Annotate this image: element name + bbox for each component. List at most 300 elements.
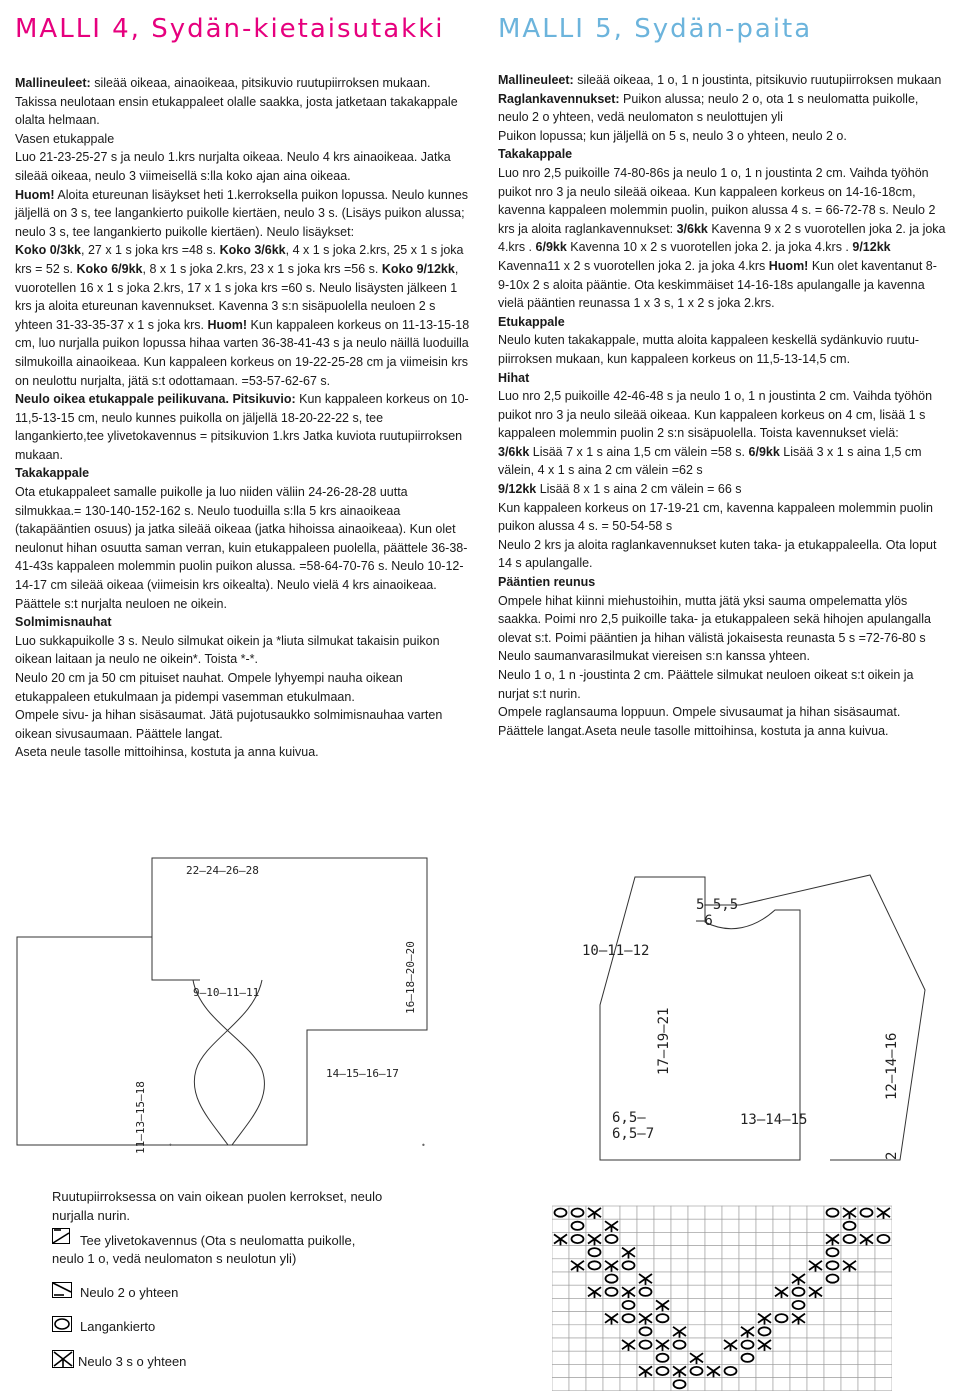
heading-takakappale xyxy=(15,464,475,483)
chart-cell xyxy=(875,1272,892,1285)
chart-cell xyxy=(569,1364,586,1377)
chart-cell xyxy=(841,1364,858,1377)
chart-cell xyxy=(875,1351,892,1364)
chart-cell xyxy=(875,1312,892,1325)
chart-cell xyxy=(552,1246,569,1259)
chart-cell xyxy=(790,1378,807,1391)
chart-cell xyxy=(620,1206,637,1219)
paragraph: Takissa neulotaan ensin etukappaleet olalle saakka, josta jatketaan takakappale olalta helmaan. xyxy=(15,94,458,128)
chart-cell xyxy=(722,1378,739,1391)
paragraph: Luo sukkapuikolle 3 s. Neulo silmukat oikein ja *liuta silmukat takaisin puikon oikean laitaan ja neulo ne oikein*. Toista *-*. xyxy=(15,633,440,667)
chart-cell xyxy=(875,1219,892,1232)
label: Huom! xyxy=(207,317,248,332)
paragraph: Neulo 1 o, 1 n -joustinta 2 cm. Päättele silmukat neuloen oikeat s:t oikein ja nurjat s:t nurin. xyxy=(498,668,914,701)
chart-cell xyxy=(773,1364,790,1377)
chart-cell xyxy=(790,1219,807,1232)
chart-cell xyxy=(603,1298,620,1311)
chart-cell xyxy=(773,1232,790,1245)
chart-cell xyxy=(569,1272,586,1285)
chart-cell xyxy=(654,1285,671,1298)
label: Takakappale xyxy=(15,466,90,481)
label: Raglankavennukset: xyxy=(498,91,620,106)
chart-cell xyxy=(824,1351,841,1364)
chart-cell xyxy=(722,1206,739,1219)
dim-inner: 9–10–11–11 xyxy=(193,986,260,999)
label: 6/9kk xyxy=(535,240,567,255)
dim-body-top: 10–11–12 xyxy=(582,943,650,959)
chart-cell xyxy=(722,1246,739,1259)
chart-cell xyxy=(790,1364,807,1377)
label: Pääntien reunus xyxy=(498,575,596,590)
dim-sleeve-top-2: –6 xyxy=(696,913,713,929)
label: Etukappale xyxy=(498,314,565,329)
chart-cell xyxy=(688,1246,705,1259)
chart-cell xyxy=(586,1272,603,1285)
chart-cell xyxy=(722,1232,739,1245)
chart-cell xyxy=(739,1378,756,1391)
chart-cell xyxy=(603,1364,620,1377)
chart-cell xyxy=(671,1232,688,1245)
chart-cell xyxy=(807,1364,824,1377)
text: Kavenna 9 x 2 s vuorotellen joka 2. ja joka 4.krs . xyxy=(498,221,946,255)
chart-cell xyxy=(654,1259,671,1272)
chart-cell xyxy=(552,1285,569,1298)
chart-cell xyxy=(603,1378,620,1391)
chart-cell xyxy=(841,1338,858,1351)
chart-cell xyxy=(773,1219,790,1232)
dim-bottom-left-1: 6,5– xyxy=(612,1110,646,1126)
chart-cell xyxy=(756,1272,773,1285)
chart-cell xyxy=(671,1246,688,1259)
chart-cell xyxy=(705,1378,722,1391)
dot: • xyxy=(168,1141,173,1150)
paragraph xyxy=(498,90,948,127)
paragraph xyxy=(498,480,948,499)
label: Mallineuleet: xyxy=(15,76,91,90)
chart-cell xyxy=(824,1312,841,1325)
text: , 4 x 1 s joka 2.krs, 25 x 1 s joka krs = 52 s. xyxy=(15,243,464,276)
paragraph xyxy=(498,443,948,480)
label: Mallineuleet: xyxy=(498,73,574,87)
paragraph: Aseta neule tasolle mittoihinsa, kostuta ja anna kuivua. xyxy=(15,745,319,760)
chart-cell xyxy=(858,1285,875,1298)
chart-cell xyxy=(586,1298,603,1311)
chart-cell xyxy=(637,1246,654,1259)
chart-cell xyxy=(671,1298,688,1311)
chart-cell xyxy=(739,1298,756,1311)
paragraph xyxy=(15,74,475,93)
chart-cell xyxy=(637,1259,654,1272)
chart-cell xyxy=(807,1219,824,1232)
chart-cell xyxy=(756,1219,773,1232)
chart-cell xyxy=(841,1325,858,1338)
chart-cell xyxy=(858,1364,875,1377)
chart-cell xyxy=(756,1351,773,1364)
sleeve-outline xyxy=(705,875,925,1160)
paragraph xyxy=(15,186,475,242)
chart-cell xyxy=(552,1338,569,1351)
dim-sleeve-top: 5–5,5 xyxy=(696,897,739,913)
chart-cell xyxy=(620,1325,637,1338)
chart-cell xyxy=(756,1285,773,1298)
chart-cell xyxy=(824,1378,841,1391)
legend-text: Tee ylivetokavennus (Ota s neulomatta puikolle, xyxy=(80,1233,356,1248)
paragraph xyxy=(15,390,475,464)
chart-cell xyxy=(807,1325,824,1338)
chart-cell xyxy=(688,1219,705,1232)
chart-cell xyxy=(858,1272,875,1285)
chart-cell xyxy=(654,1219,671,1232)
chart-cell xyxy=(722,1285,739,1298)
chart-cell xyxy=(586,1219,603,1232)
chart-cell xyxy=(552,1378,569,1391)
chart-cell xyxy=(569,1325,586,1338)
chart-cell xyxy=(824,1364,841,1377)
chart-cell xyxy=(722,1259,739,1272)
malli5-instructions xyxy=(498,71,948,740)
text: Kun kappaleen korkeus on 10-11,5-13-15 cm, neulo kunnes puikolla on jäljellä 18-20-22-22 s, tee langankierto,tee ylivetokavennus = pitsikuvion 1.krs Jatka kuviota ruutupiirroksen mukaan. xyxy=(15,392,469,462)
chart-cell xyxy=(569,1298,586,1311)
chart-cell xyxy=(705,1246,722,1259)
dim-bottom-left-2: 6,5–7 xyxy=(612,1126,655,1142)
chart-cell xyxy=(858,1325,875,1338)
chart-cell xyxy=(722,1298,739,1311)
chart-cell xyxy=(671,1219,688,1232)
chart-cell xyxy=(824,1325,841,1338)
chart-cell xyxy=(807,1378,824,1391)
chart-cell xyxy=(688,1298,705,1311)
chart-cell xyxy=(671,1272,688,1285)
paragraph: Neulo kuten takakappale, mutta aloita kappaleen keskellä sydänkuvio ruutu-piirroksen mukaan, kun kappaleen korkeus on 11,5-13-14,5 cm. xyxy=(498,333,920,366)
chart-cell xyxy=(688,1272,705,1285)
chart-cell xyxy=(756,1298,773,1311)
chart-cell xyxy=(637,1232,654,1245)
legend-text: neulo 1 o, vedä neulomaton s neulotun yli) xyxy=(52,1251,297,1266)
chart-cell xyxy=(705,1338,722,1351)
neckline xyxy=(152,937,200,980)
paragraph: Neulo 2 krs ja aloita raglankavennukset kuten taka- ja etukappaleella. Ota loput 14 s apulangalle. xyxy=(498,537,937,571)
chart-cell xyxy=(858,1259,875,1272)
label: Huom! xyxy=(768,258,809,273)
legend-item-2: Neulo 2 o yhteen xyxy=(80,1285,179,1300)
dim-body-bottom: 13–14–15 xyxy=(740,1112,808,1128)
chart-cell xyxy=(603,1246,620,1259)
chart-cell xyxy=(875,1246,892,1259)
chart-cell xyxy=(739,1364,756,1377)
yarn-over-icon xyxy=(52,1316,72,1332)
chart-cell xyxy=(841,1351,858,1364)
chart-cell xyxy=(739,1206,756,1219)
chart-cell xyxy=(790,1246,807,1259)
chart-cell xyxy=(705,1298,722,1311)
chart-cell xyxy=(586,1378,603,1391)
jacket-outline xyxy=(17,858,427,1145)
chart-cell xyxy=(858,1351,875,1364)
chart-cell xyxy=(654,1246,671,1259)
paragraph: Luo nro 2,5 puikoille 42-46-48 s ja neulo 1 o, 1 n joustinta 2 cm. Vaihda työhön puikot nro 3 ja neulo sileää oikeaa. Kun kappaleen korkeus on 4 cm, lisää 1 s kappaleen molemmin puolin 2 s:n sisäpuolella. Toista kavennukset vielä: xyxy=(498,389,933,441)
chart-cell xyxy=(739,1312,756,1325)
chart-cell xyxy=(773,1298,790,1311)
chart-cell xyxy=(586,1364,603,1377)
chart-cell xyxy=(705,1325,722,1338)
chart-cell xyxy=(722,1272,739,1285)
chart-cell xyxy=(858,1246,875,1259)
text: sileää oikeaa, 1 o, 1 n joustinta, pitsikuvio ruutupiirroksen mukaan xyxy=(573,73,942,87)
chart-cell xyxy=(586,1312,603,1325)
chart-cell xyxy=(790,1259,807,1272)
chart-cell xyxy=(756,1259,773,1272)
legend-item-1 xyxy=(52,1232,355,1268)
text: , 8 x 1 s joka 2.krs, 23 x 1 s joka krs =56 s. xyxy=(142,261,382,276)
chart-cell xyxy=(552,1351,569,1364)
text: Luo nro 2,5 puikoille 74-80-86s ja neulo 1 o, 1 n joustinta 2 cm. Vaihda työhön puikot nro 3 ja neulo sileää oikeaa. Kun kappaleen korkeus on 14-16-18cm, kavenna kappaleen molemmin puolin, puikon alussa 4 s. = 66-72-78 s. Neulo 2 krs ja aloita raglankavennukset: xyxy=(498,165,936,236)
paragraph: Ompele hihat kiinni miehustoihin, mutta jätä yksi sauma ompelematta ylös saakka. Poimi nro 2,5 puikoille taka- ja etukappaleen sekä hihojen apulangalla olevat s:t. Poimi pääntien ja hihan välistä jokaisesta reunasta 5 s =72-76-80 s xyxy=(498,593,931,645)
chart-cell xyxy=(824,1219,841,1232)
chart-cell xyxy=(637,1219,654,1232)
chart-cell xyxy=(569,1351,586,1364)
paragraph xyxy=(498,71,948,90)
paragraph: Neulo saumanvarasilmukat viereisen s:n kanssa yhteen. xyxy=(498,649,810,664)
k3tog-icon xyxy=(52,1350,74,1368)
chart-cell xyxy=(722,1351,739,1364)
label: Solmimisnauhat xyxy=(15,615,112,630)
chart-cell xyxy=(671,1259,688,1272)
chart-cell xyxy=(773,1246,790,1259)
chart-cell xyxy=(637,1206,654,1219)
text: Lisää 3 x 1 s aina 1,5 cm välein, 4 x 1 s aina 2 cm välein =62 s xyxy=(498,444,922,478)
dim-right: 16–18–20–20 xyxy=(404,941,417,1014)
chart-cell xyxy=(858,1219,875,1232)
legend-item-4: Neulo 3 s o yhteen xyxy=(78,1354,187,1369)
dim-body-side: 17–19–21 xyxy=(656,1007,672,1075)
lace-chart xyxy=(552,1205,892,1391)
chart-cell xyxy=(688,1206,705,1219)
chart-cell xyxy=(569,1338,586,1351)
malli4-diagram xyxy=(0,840,470,1170)
chart-cell xyxy=(620,1364,637,1377)
chart-cell xyxy=(807,1298,824,1311)
heading-hihat xyxy=(498,369,948,388)
malli4-instructions xyxy=(15,74,475,762)
chart-cell xyxy=(603,1338,620,1351)
front-crossover xyxy=(193,980,265,1145)
chart-cell xyxy=(671,1351,688,1364)
legend-intro: Ruutupiirroksessa on vain oikean puolen kerrokset, neulo nurjalla nurin. xyxy=(52,1189,383,1223)
chart-cell xyxy=(552,1298,569,1311)
chart-cell xyxy=(603,1206,620,1219)
chart-cell xyxy=(654,1206,671,1219)
chart-cell xyxy=(688,1232,705,1245)
chart-cell xyxy=(790,1325,807,1338)
label: Huom! xyxy=(15,187,55,202)
chart-cell xyxy=(552,1219,569,1232)
label: Koko 3/6kk xyxy=(219,243,286,258)
chart-cell xyxy=(756,1206,773,1219)
chart-cell xyxy=(875,1298,892,1311)
chart-cell xyxy=(569,1378,586,1391)
chart-cell xyxy=(654,1325,671,1338)
chart-cell xyxy=(807,1246,824,1259)
text: , 27 x 1 s joka krs =48 s. xyxy=(81,243,220,258)
chart-cell xyxy=(773,1338,790,1351)
chart-cell xyxy=(722,1312,739,1325)
chart-cell xyxy=(824,1285,841,1298)
chart-cell xyxy=(858,1338,875,1351)
paragraph: Neulo 20 cm ja 50 cm pituiset nauhat. Ompele lyhyempi nauha oikean etukappaleen etukulmaan ja pidempi vasemman etukulmaan. xyxy=(15,671,403,704)
chart-cell xyxy=(739,1272,756,1285)
chart-cell xyxy=(705,1285,722,1298)
chart-cell xyxy=(807,1272,824,1285)
label: 9/12kk xyxy=(852,240,891,255)
label: Takakappale xyxy=(498,147,573,162)
chart-cell xyxy=(875,1325,892,1338)
chart-cell xyxy=(688,1312,705,1325)
label: Pitsikuvio: xyxy=(228,392,296,407)
chart-cell xyxy=(875,1378,892,1391)
label: Neulo oikea etukappale peilikuvana. xyxy=(15,392,229,407)
paragraph xyxy=(498,164,948,313)
chart-cell xyxy=(569,1246,586,1259)
chart-cell xyxy=(671,1206,688,1219)
dim-left: 11–13–15–18 xyxy=(134,1081,147,1154)
chart-cell xyxy=(620,1351,637,1364)
chart-cell xyxy=(739,1259,756,1272)
chart-cell xyxy=(773,1272,790,1285)
malli4-title: MALLI 4, Sydän-kietaisutakki xyxy=(15,14,445,44)
chart-cell xyxy=(858,1378,875,1391)
heading-takakappale xyxy=(498,145,948,164)
dim-bottom: 14–15–16–17 xyxy=(326,1067,399,1080)
chart-cell xyxy=(739,1285,756,1298)
chart-cell xyxy=(705,1206,722,1219)
chart-cell xyxy=(756,1246,773,1259)
chart-cell xyxy=(807,1338,824,1351)
heading-etukappale xyxy=(498,313,948,332)
label: 3/6kk xyxy=(498,444,530,459)
chart-cell xyxy=(722,1325,739,1338)
paragraph: Puikon lopussa; kun jäljellä on 5 s, neulo 3 o yhteen, neulo 2 o. xyxy=(498,128,847,143)
chart-cell xyxy=(620,1272,637,1285)
chart-cell xyxy=(688,1378,705,1391)
legend xyxy=(52,1188,412,1225)
chart-cell xyxy=(637,1351,654,1364)
chart-cell xyxy=(654,1272,671,1285)
chart-cell xyxy=(586,1325,603,1338)
chart-cell xyxy=(739,1246,756,1259)
text: Lisää 8 x 1 s aina 2 cm välein = 66 s xyxy=(536,482,742,497)
text: Kavenna11 x 2 s vuorotellen joka 2. ja joka 4.krs xyxy=(498,258,769,273)
text: Kun olet kaventanut 8-9-10x 2 s aloita pääntie. Ota keskimmäiset 14-16-18s apulangalle ja kavenna vielä pääntien reunassa 1 x 3 s, 1 x 2 s joka 2.krs. xyxy=(498,258,937,311)
paragraph: Ompele raglansauma loppuun. Ompele sivusaumat ja hihan sisäsaumat. Päättele langat.Aseta neule tasolle mittoihinsa, kostuta ja anna kuivua. xyxy=(498,705,901,738)
paragraph: Ota etukappaleet samalle puikolle ja luo niiden väliin 24-26-28-28 uutta silmukkaa.= 130-140-152-162 s. Neulo tuoduilla s:lla 5 krs ainaoikeaa (takapääntien osuus) ja jatka sileää oikeaa (jatka hihoissa ainaoikeaa). Kun olet neulonut hihan osuutta saman verran, kuin etukappaleen puolella, päättele 36-38-41-43s kappaleen molemmin puolin puikon alussa. =58-64-70-76 s. Neulo 10-12-14-17 cm sileää oikeaa (viimeisin krs oikealta). Neulo vielä 4 krs ainaoikeaa. Päättele s:t nurjalta neuloen ne oikein. xyxy=(15,485,468,611)
chart-cell xyxy=(773,1351,790,1364)
chart-cell xyxy=(705,1312,722,1325)
chart-cell xyxy=(705,1272,722,1285)
k2tog-icon xyxy=(52,1282,72,1298)
chart-cell xyxy=(841,1246,858,1259)
chart-cell xyxy=(705,1351,722,1364)
legend-item-3: Langankierto xyxy=(80,1319,156,1334)
chart-cell xyxy=(688,1325,705,1338)
chart-cell xyxy=(620,1378,637,1391)
chart-cell xyxy=(756,1232,773,1245)
chart-cell xyxy=(875,1285,892,1298)
heading-paantien-reunus xyxy=(498,573,948,592)
heading-vasen-etukappale: Vasen etukappale xyxy=(15,131,115,146)
chart-cell xyxy=(773,1325,790,1338)
dim-sleeve-bottom: 2 xyxy=(884,1151,900,1160)
chart-cell xyxy=(722,1219,739,1232)
paragraph: Kun kappaleen korkeus on 17-19-21 cm, kavenna kappaleen molemmin puolin puikon alussa 4 s. = 50-54-58 s xyxy=(498,500,933,534)
chart-cell xyxy=(688,1259,705,1272)
paragraph: Luo 21-23-25-27 s ja neulo 1.krs nurjalta oikeaa. Neulo 4 krs ainaoikeaa. Jatka sileää oikeaa, neulo 3 viimeisellä s:lla koko ajan aina oikeaa. xyxy=(15,150,451,183)
text: sileää oikeaa, ainaoikeaa, pitsikuvio ruutupiirroksen mukaan. xyxy=(90,76,431,90)
chart-cell xyxy=(586,1338,603,1351)
malli5-title: MALLI 5, Sydän-paita xyxy=(498,14,813,44)
chart-cell xyxy=(875,1364,892,1377)
chart-cell xyxy=(858,1298,875,1311)
chart-cell xyxy=(739,1219,756,1232)
label: Koko 0/3kk xyxy=(15,243,82,258)
chart-cell xyxy=(569,1285,586,1298)
dot: • xyxy=(421,1141,426,1150)
text: , vuorotellen 16 x 1 s joka 2.krs, 17 x 1 s joka krs =60 s. Neulo lisäysten jälkeen 1 krs ja aloita etureunan kavennukset. Kavenna 3 s:n sisäpuolella neuloen 2 s yhteen 31-33-35-37 x 1 s joka krs. xyxy=(15,261,459,332)
label: 3/6kk xyxy=(676,221,708,236)
chart-cell xyxy=(773,1206,790,1219)
label: Koko 9/12kk xyxy=(381,261,455,276)
chart-cell xyxy=(552,1364,569,1377)
chart-cell xyxy=(807,1312,824,1325)
chart-cell xyxy=(773,1259,790,1272)
chart-cell xyxy=(705,1232,722,1245)
chart-cell xyxy=(620,1219,637,1232)
text: Aloita etureunan lisäykset heti 1.kerroksella puikon lopussa. Neulo kunnes jäljellä on 3 s, tee langankierto puikolle kiertäen, neulo 3 s. (Lisäys puikon alussa; neulo 3 s, tee langankierto puikolle kiertäen). Neulo lisäykset: xyxy=(15,187,469,239)
chart-cell xyxy=(756,1364,773,1377)
chart-cell xyxy=(790,1232,807,1245)
heading-solmimisnauhat xyxy=(15,613,475,632)
text: Kun kappaleen korkeus on 11-13-15-18 cm, luo nurjalla puikon lopussa hihaa varten 36-38-41-43 s ja neulo näillä luoduilla silmukoilla ainaoikeaa. Kun kappaleen korkeus on 19-22-25-28 cm ja viimeisin krs on neulottu nurjalta, jätä s:t odottamaan. =53-57-62-67 s. xyxy=(15,317,470,388)
dim-sleeve-side: 12–14–16 xyxy=(884,1032,900,1100)
chart-cell xyxy=(603,1351,620,1364)
label: Hihat xyxy=(498,370,530,385)
chart-cell xyxy=(688,1338,705,1351)
chart-cell xyxy=(841,1272,858,1285)
label: 9/12kk xyxy=(498,482,537,497)
chart-cell xyxy=(637,1378,654,1391)
chart-cell xyxy=(705,1259,722,1272)
chart-cell xyxy=(756,1378,773,1391)
paragraph xyxy=(15,241,475,390)
chart-cell xyxy=(790,1338,807,1351)
paragraph: Ompele sivu- ja hihan sisäsaumat. Jätä pujotusaukko solmimisnauhaa varten oikean sivusaumaan. Päättele langat. xyxy=(15,708,443,741)
chart-cell xyxy=(790,1206,807,1219)
chart-cell xyxy=(739,1232,756,1245)
dim-top: 22–24–26–28 xyxy=(186,864,259,877)
chart-cell xyxy=(875,1259,892,1272)
chart-cell xyxy=(654,1232,671,1245)
chart-cell xyxy=(841,1285,858,1298)
chart-cell xyxy=(824,1298,841,1311)
chart-cell xyxy=(586,1351,603,1364)
malli5-diagram xyxy=(560,860,940,1170)
chart-cell xyxy=(552,1259,569,1272)
chart-cell xyxy=(569,1312,586,1325)
chart-cell xyxy=(552,1312,569,1325)
chart-cell xyxy=(841,1312,858,1325)
chart-cell xyxy=(807,1232,824,1245)
chart-cell xyxy=(671,1312,688,1325)
chart-cell xyxy=(824,1338,841,1351)
